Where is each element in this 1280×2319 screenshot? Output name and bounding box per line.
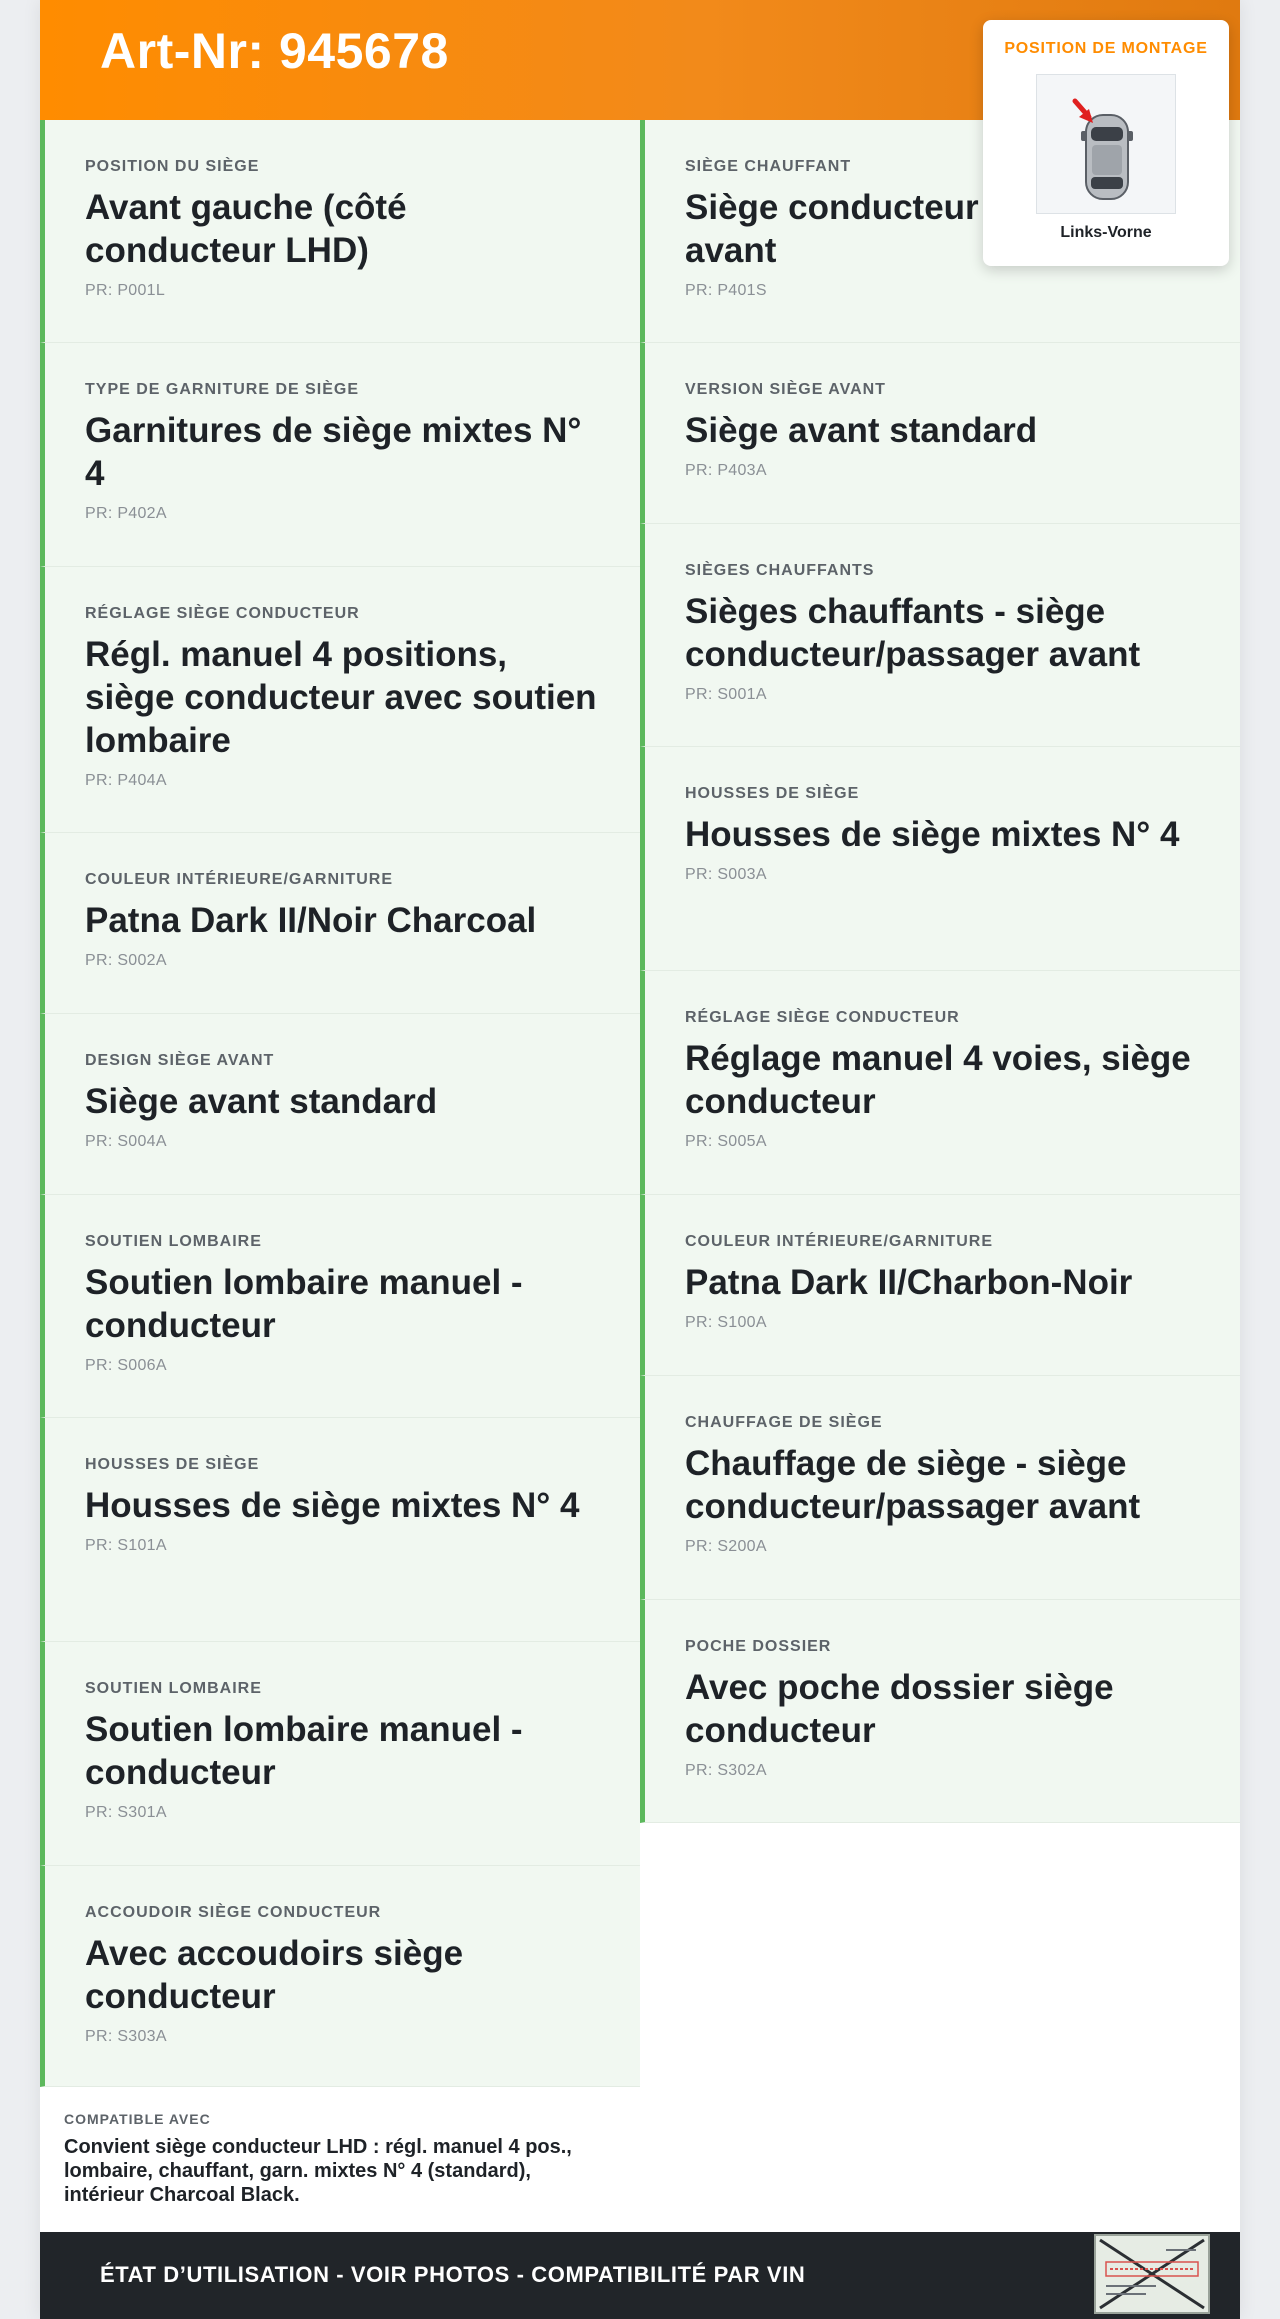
spec-label: RÉGLAGE SIÈGE CONDUCTEUR bbox=[85, 605, 360, 622]
spec-value: Avec poche dossier siège conducteur bbox=[685, 1668, 1114, 1750]
spec-code: PR: P403A bbox=[685, 462, 767, 479]
spec-code: PR: S004A bbox=[85, 1133, 167, 1150]
spec-card bbox=[640, 1195, 1240, 1376]
mounting-position-popup bbox=[983, 20, 1229, 266]
spec-label: SOUTIEN LOMBAIRE bbox=[85, 1233, 262, 1250]
spec-code: PR: S003A bbox=[685, 866, 767, 883]
spec-code: PR: P001L bbox=[85, 282, 166, 299]
spec-label: SIÈGE CHAUFFANT bbox=[685, 158, 852, 175]
spec-label: CHAUFFAGE DE SIÈGE bbox=[685, 1414, 883, 1431]
spec-code: PR: S101A bbox=[85, 1537, 167, 1554]
spec-value: Avant gauche (côté conducteur LHD) bbox=[85, 188, 407, 270]
spec-card bbox=[640, 971, 1240, 1195]
spec-code: PR: S301A bbox=[85, 1804, 167, 1821]
spec-code: PR: S005A bbox=[685, 1133, 767, 1150]
spec-card bbox=[40, 120, 640, 343]
spec-label: SIÈGES CHAUFFANTS bbox=[685, 562, 875, 579]
spec-label: ACCOUDOIR SIÈGE CONDUCTEUR bbox=[85, 1904, 382, 1921]
spec-label: POSITION DU SIÈGE bbox=[85, 158, 260, 175]
spec-label: TYPE DE GARNITURE DE SIÈGE bbox=[85, 381, 360, 398]
spec-value: Sièges chauffants - siège conducteur/passager avant bbox=[685, 592, 1141, 674]
spec-value: Patna Dark II/Noir Charcoal bbox=[85, 901, 537, 940]
spec-value: Soutien lombaire manuel - conducteur bbox=[85, 1263, 523, 1345]
spec-code: PR: S001A bbox=[685, 686, 767, 703]
spec-code: PR: P402A bbox=[85, 505, 167, 522]
spec-label: COULEUR INTÉRIEURE/GARNITURE bbox=[685, 1233, 994, 1250]
compatibility-note bbox=[40, 2087, 640, 2232]
spec-value: Chauffage de siège - siège conducteur/passager avant bbox=[685, 1444, 1141, 1526]
spec-value: Siège avant standard bbox=[85, 1082, 438, 1121]
spec-card bbox=[40, 1866, 640, 2087]
spec-card bbox=[40, 343, 640, 567]
spec-card bbox=[40, 567, 640, 833]
spec-code: PR: P401S bbox=[685, 282, 767, 299]
spec-card bbox=[640, 1600, 1240, 1823]
spec-label: HOUSSES DE SIÈGE bbox=[685, 785, 860, 802]
compatibility-label: COMPATIBLE AVEC bbox=[64, 2111, 211, 2127]
spec-code: PR: S006A bbox=[85, 1357, 167, 1374]
spec-card bbox=[640, 343, 1240, 524]
spec-value: Housses de siège mixtes N° 4 bbox=[685, 815, 1180, 854]
spec-card bbox=[40, 1195, 640, 1418]
spec-code: PR: S100A bbox=[685, 1314, 767, 1331]
spec-card bbox=[40, 1418, 640, 1642]
spec-label: VERSION SIÈGE AVANT bbox=[685, 381, 886, 398]
popup-caption: Links-Vorne bbox=[1060, 224, 1152, 241]
spec-card bbox=[640, 524, 1240, 747]
product-sheet bbox=[40, 0, 1240, 2319]
compatibility-text: Convient siège conducteur LHD : régl. manuel 4 pos., lombaire, chauffant, garn. mixtes N° 4 (standard), intérieur Charcoal Black. bbox=[64, 2136, 572, 2206]
footer-bar bbox=[40, 2232, 1240, 2319]
spec-card bbox=[640, 1376, 1240, 1600]
parts-label-thumbnail-icon[interactable] bbox=[1094, 2234, 1210, 2314]
spec-label: SOUTIEN LOMBAIRE bbox=[85, 1680, 262, 1697]
spec-code: PR: S303A bbox=[85, 2028, 167, 2045]
right-column bbox=[640, 120, 1240, 1823]
spec-label: RÉGLAGE SIÈGE CONDUCTEUR bbox=[685, 1009, 960, 1026]
left-column bbox=[40, 120, 640, 2087]
spec-value: Avec accoudoirs siège conducteur bbox=[85, 1934, 464, 2016]
spec-card bbox=[640, 747, 1240, 971]
spec-code: PR: S302A bbox=[685, 1762, 767, 1779]
car-top-view-front-left-arrow-icon bbox=[1036, 74, 1176, 214]
spec-value: Siège avant standard bbox=[685, 411, 1038, 450]
spec-card bbox=[40, 833, 640, 1014]
article-number-title: Art-Nr: 945678 bbox=[100, 23, 449, 79]
spec-value: Housses de siège mixtes N° 4 bbox=[85, 1486, 580, 1525]
spec-code: PR: S200A bbox=[685, 1538, 767, 1555]
spec-value: Régl. manuel 4 positions, siège conducteur avec soutien lombaire bbox=[85, 635, 597, 760]
spec-label: HOUSSES DE SIÈGE bbox=[85, 1456, 260, 1473]
spec-card bbox=[40, 1014, 640, 1195]
spec-label: COULEUR INTÉRIEURE/GARNITURE bbox=[85, 871, 394, 888]
footer-condition-text: ÉTAT D’UTILISATION - VOIR PHOTOS - COMPATIBILITÉ PAR VIN bbox=[100, 2262, 806, 2287]
spec-value: Siège conducteur avant bbox=[685, 188, 979, 270]
spec-value: Soutien lombaire manuel - conducteur bbox=[85, 1710, 523, 1792]
spec-value: Réglage manuel 4 voies, siège conducteur bbox=[685, 1039, 1191, 1121]
spec-code: PR: P404A bbox=[85, 772, 167, 789]
spec-label: DESIGN SIÈGE AVANT bbox=[85, 1052, 275, 1069]
spec-label: POCHE DOSSIER bbox=[685, 1638, 832, 1655]
spec-value: Garnitures de siège mixtes N° 4 bbox=[85, 411, 582, 493]
spec-value: Patna Dark II/Charbon-Noir bbox=[685, 1263, 1133, 1302]
spec-card bbox=[40, 1642, 640, 1866]
popup-title: POSITION DE MONTAGE bbox=[1004, 40, 1208, 57]
spec-code: PR: S002A bbox=[85, 952, 167, 969]
